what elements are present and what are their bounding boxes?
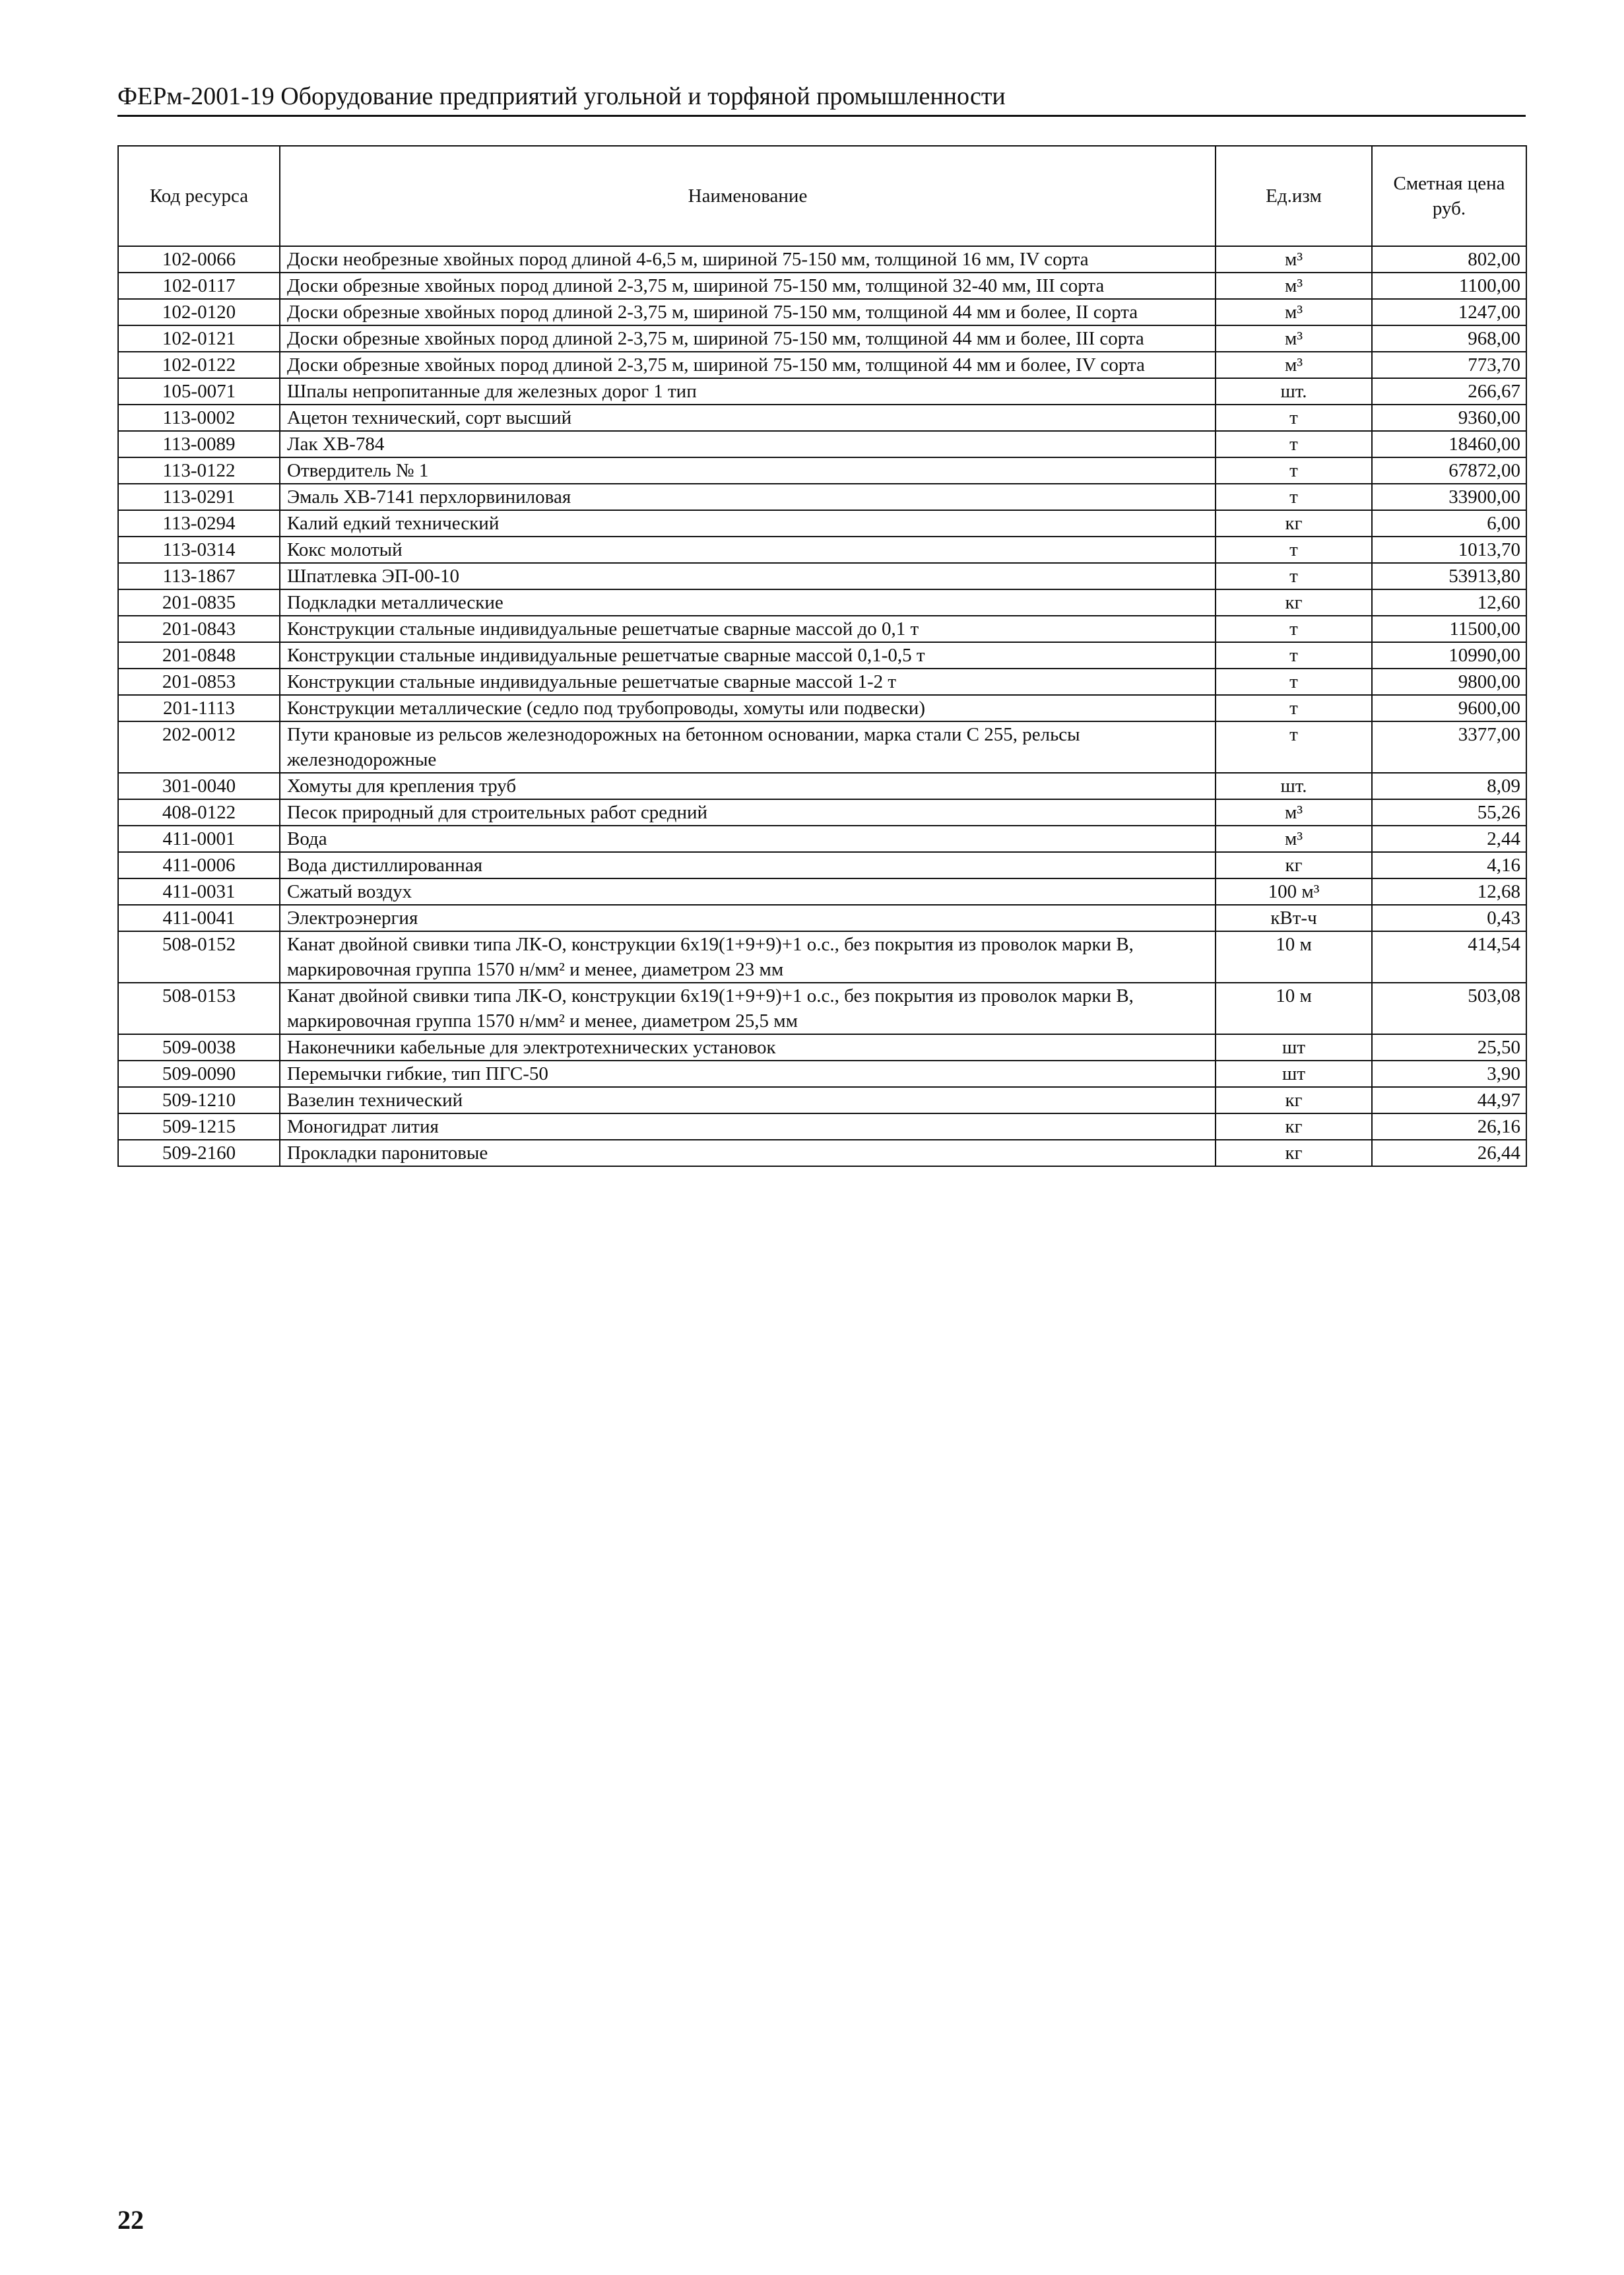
- resource-code-cell: 509-1210: [118, 1087, 280, 1113]
- unit-cell: шт: [1216, 1034, 1372, 1061]
- table-row: [118, 1034, 1526, 1061]
- unit-cell: т: [1216, 669, 1372, 695]
- column-header-unit: Ед.изм: [1216, 146, 1372, 246]
- price-cell: 414,54: [1372, 931, 1526, 983]
- price-cell: 773,70: [1372, 352, 1526, 378]
- unit-cell: т: [1216, 695, 1372, 721]
- unit-cell: м³: [1216, 826, 1372, 852]
- price-cell: 1247,00: [1372, 299, 1526, 325]
- resource-code-cell: 113-0314: [118, 537, 280, 563]
- price-cell: 968,00: [1372, 325, 1526, 352]
- resource-code-cell: 508-0152: [118, 931, 280, 983]
- table-row: [118, 616, 1526, 642]
- resource-name-cell: Отвердитель № 1: [280, 457, 1216, 484]
- resource-name-cell: Песок природный для строительных работ средний: [280, 799, 1216, 826]
- unit-cell: кг: [1216, 1113, 1372, 1140]
- resource-price-table: [117, 145, 1527, 1167]
- resource-code-cell: 102-0122: [118, 352, 280, 378]
- resource-code-cell: 113-0002: [118, 405, 280, 431]
- resource-name-cell: Канат двойной свивки типа ЛК-О, конструкции 6х19(1+9+9)+1 о.с., без покрытия из проволок марки В, маркировочная группа 1570 н/мм² и менее, диаметром 25,5 мм: [280, 983, 1216, 1034]
- price-cell: 9600,00: [1372, 695, 1526, 721]
- resource-table-container: [117, 145, 1526, 1167]
- unit-cell: т: [1216, 457, 1372, 484]
- price-cell: 3,90: [1372, 1061, 1526, 1087]
- price-cell: 503,08: [1372, 983, 1526, 1034]
- resource-code-cell: 509-0038: [118, 1034, 280, 1061]
- price-cell: 26,44: [1372, 1140, 1526, 1166]
- resource-name-cell: Доски обрезные хвойных пород длиной 2-3,75 м, шириной 75-150 мм, толщиной 44 мм и более, III сорта: [280, 325, 1216, 352]
- price-cell: 55,26: [1372, 799, 1526, 826]
- table-row: [118, 1061, 1526, 1087]
- resource-name-cell: Моногидрат лития: [280, 1113, 1216, 1140]
- table-row: [118, 852, 1526, 878]
- price-cell: 0,43: [1372, 905, 1526, 931]
- unit-cell: т: [1216, 721, 1372, 773]
- price-cell: 44,97: [1372, 1087, 1526, 1113]
- resource-code-cell: 102-0121: [118, 325, 280, 352]
- price-cell: 2,44: [1372, 826, 1526, 852]
- table-row: [118, 352, 1526, 378]
- resource-name-cell: Доски обрезные хвойных пород длиной 2-3,75 м, шириной 75-150 мм, толщиной 44 мм и более, II сорта: [280, 299, 1216, 325]
- table-header-row: [118, 146, 1526, 246]
- unit-cell: 100 м³: [1216, 878, 1372, 905]
- price-cell: 802,00: [1372, 246, 1526, 273]
- table-row: [118, 1140, 1526, 1166]
- resource-name-cell: Хомуты для крепления труб: [280, 773, 1216, 799]
- table-row: [118, 563, 1526, 589]
- price-cell: 12,60: [1372, 589, 1526, 616]
- unit-cell: т: [1216, 431, 1372, 457]
- resource-name-cell: Эмаль ХВ-7141 перхлорвиниловая: [280, 484, 1216, 510]
- table-row: [118, 484, 1526, 510]
- table-row: [118, 669, 1526, 695]
- price-cell: 33900,00: [1372, 484, 1526, 510]
- resource-name-cell: Вазелин технический: [280, 1087, 1216, 1113]
- price-cell: 18460,00: [1372, 431, 1526, 457]
- table-row: [118, 695, 1526, 721]
- resource-name-cell: Доски обрезные хвойных пород длиной 2-3,75 м, шириной 75-150 мм, толщиной 44 мм и более, IV сорта: [280, 352, 1216, 378]
- resource-code-cell: 411-0031: [118, 878, 280, 905]
- price-cell: 6,00: [1372, 510, 1526, 537]
- unit-cell: кВт-ч: [1216, 905, 1372, 931]
- unit-cell: м³: [1216, 246, 1372, 273]
- table-row: [118, 431, 1526, 457]
- resource-code-cell: 201-1113: [118, 695, 280, 721]
- table-row: [118, 457, 1526, 484]
- table-row: [118, 799, 1526, 826]
- table-row: [118, 246, 1526, 273]
- resource-name-cell: Вода дистиллированная: [280, 852, 1216, 878]
- unit-cell: кг: [1216, 510, 1372, 537]
- resource-name-cell: Шпатлевка ЭП-00-10: [280, 563, 1216, 589]
- table-row: [118, 589, 1526, 616]
- resource-code-cell: 411-0001: [118, 826, 280, 852]
- price-cell: 9360,00: [1372, 405, 1526, 431]
- resource-name-cell: Канат двойной свивки типа ЛК-О, конструкции 6х19(1+9+9)+1 о.с., без покрытия из проволок марки В, маркировочная группа 1570 н/мм² и менее, диаметром 23 мм: [280, 931, 1216, 983]
- table-row: [118, 325, 1526, 352]
- table-row: [118, 510, 1526, 537]
- table-row: [118, 905, 1526, 931]
- resource-name-cell: Доски обрезные хвойных пород длиной 2-3,75 м, шириной 75-150 мм, толщиной 32-40 мм, III сорта: [280, 273, 1216, 299]
- price-cell: 25,50: [1372, 1034, 1526, 1061]
- unit-cell: т: [1216, 642, 1372, 669]
- price-cell: 53913,80: [1372, 563, 1526, 589]
- unit-cell: т: [1216, 537, 1372, 563]
- resource-code-cell: 201-0853: [118, 669, 280, 695]
- resource-name-cell: Конструкции металлические (седло под трубопроводы, хомуты или подвески): [280, 695, 1216, 721]
- unit-cell: шт.: [1216, 378, 1372, 405]
- unit-cell: м³: [1216, 299, 1372, 325]
- resource-name-cell: Прокладки паронитовые: [280, 1140, 1216, 1166]
- resource-name-cell: Кокс молотый: [280, 537, 1216, 563]
- resource-code-cell: 201-0848: [118, 642, 280, 669]
- table-row: [118, 721, 1526, 773]
- resource-name-cell: Вода: [280, 826, 1216, 852]
- resource-code-cell: 113-0089: [118, 431, 280, 457]
- price-cell: 26,16: [1372, 1113, 1526, 1140]
- resource-name-cell: Ацетон технический, сорт высший: [280, 405, 1216, 431]
- unit-cell: кг: [1216, 852, 1372, 878]
- resource-name-cell: Перемычки гибкие, тип ПГС-50: [280, 1061, 1216, 1087]
- table-row: [118, 299, 1526, 325]
- page-title: ФЕРм-2001-19 Оборудование предприятий угольной и торфяной промышленности: [117, 81, 1526, 117]
- resource-name-cell: Доски необрезные хвойных пород длиной 4-6,5 м, шириной 75-150 мм, толщиной 16 мм, IV сорта: [280, 246, 1216, 273]
- table-row: [118, 878, 1526, 905]
- resource-name-cell: Пути крановые из рельсов железнодорожных на бетонном основании, марка стали С 255, рельсы железнодорожные: [280, 721, 1216, 773]
- resource-code-cell: 411-0041: [118, 905, 280, 931]
- table-row: [118, 642, 1526, 669]
- resource-code-cell: 411-0006: [118, 852, 280, 878]
- table-row: [118, 826, 1526, 852]
- resource-code-cell: 508-0153: [118, 983, 280, 1034]
- table-row: [118, 537, 1526, 563]
- table-row: [118, 273, 1526, 299]
- resource-name-cell: Конструкции стальные индивидуальные решетчатые сварные массой 0,1-0,5 т: [280, 642, 1216, 669]
- table-row: [118, 1113, 1526, 1140]
- price-cell: 1013,70: [1372, 537, 1526, 563]
- resource-name-cell: Электроэнергия: [280, 905, 1216, 931]
- resource-name-cell: Наконечники кабельные для электротехнических установок: [280, 1034, 1216, 1061]
- price-cell: 12,68: [1372, 878, 1526, 905]
- resource-code-cell: 105-0071: [118, 378, 280, 405]
- table-row: [118, 378, 1526, 405]
- price-cell: 3377,00: [1372, 721, 1526, 773]
- resource-name-cell: Сжатый воздух: [280, 878, 1216, 905]
- resource-code-cell: 301-0040: [118, 773, 280, 799]
- price-cell: 10990,00: [1372, 642, 1526, 669]
- resource-code-cell: 102-0066: [118, 246, 280, 273]
- unit-cell: кг: [1216, 1087, 1372, 1113]
- table-row: [118, 931, 1526, 983]
- price-cell: 9800,00: [1372, 669, 1526, 695]
- resource-code-cell: 509-2160: [118, 1140, 280, 1166]
- resource-code-cell: 113-0294: [118, 510, 280, 537]
- resource-code-cell: 102-0117: [118, 273, 280, 299]
- unit-cell: м³: [1216, 352, 1372, 378]
- unit-cell: м³: [1216, 325, 1372, 352]
- unit-cell: т: [1216, 405, 1372, 431]
- resource-code-cell: 408-0122: [118, 799, 280, 826]
- resource-code-cell: 202-0012: [118, 721, 280, 773]
- unit-cell: м³: [1216, 799, 1372, 826]
- price-cell: 8,09: [1372, 773, 1526, 799]
- resource-code-cell: 509-1215: [118, 1113, 280, 1140]
- unit-cell: т: [1216, 484, 1372, 510]
- resource-code-cell: 113-0291: [118, 484, 280, 510]
- unit-cell: шт: [1216, 1061, 1372, 1087]
- price-cell: 1100,00: [1372, 273, 1526, 299]
- resource-name-cell: Конструкции стальные индивидуальные решетчатые сварные массой 1-2 т: [280, 669, 1216, 695]
- unit-cell: 10 м: [1216, 983, 1372, 1034]
- resource-name-cell: Шпалы непропитанные для железных дорог 1 тип: [280, 378, 1216, 405]
- page-number: 22: [117, 2205, 144, 2235]
- resource-code-cell: 509-0090: [118, 1061, 280, 1087]
- price-cell: 67872,00: [1372, 457, 1526, 484]
- column-header-name: Наименование: [280, 146, 1216, 246]
- unit-cell: кг: [1216, 589, 1372, 616]
- resource-code-cell: 201-0843: [118, 616, 280, 642]
- table-row: [118, 405, 1526, 431]
- resource-name-cell: Лак ХВ-784: [280, 431, 1216, 457]
- column-header-code: Код ресурса: [118, 146, 280, 246]
- column-header-price: Сметная цена руб.: [1372, 146, 1526, 246]
- unit-cell: м³: [1216, 273, 1372, 299]
- unit-cell: т: [1216, 563, 1372, 589]
- table-body: [118, 246, 1526, 1166]
- table-row: [118, 1087, 1526, 1113]
- table-row: [118, 773, 1526, 799]
- resource-code-cell: 113-0122: [118, 457, 280, 484]
- unit-cell: 10 м: [1216, 931, 1372, 983]
- price-cell: 4,16: [1372, 852, 1526, 878]
- unit-cell: т: [1216, 616, 1372, 642]
- price-cell: 266,67: [1372, 378, 1526, 405]
- price-cell: 11500,00: [1372, 616, 1526, 642]
- unit-cell: кг: [1216, 1140, 1372, 1166]
- resource-code-cell: 201-0835: [118, 589, 280, 616]
- unit-cell: шт.: [1216, 773, 1372, 799]
- resource-code-cell: 102-0120: [118, 299, 280, 325]
- resource-name-cell: Калий едкий технический: [280, 510, 1216, 537]
- resource-name-cell: Подкладки металлические: [280, 589, 1216, 616]
- resource-name-cell: Конструкции стальные индивидуальные решетчатые сварные массой до 0,1 т: [280, 616, 1216, 642]
- table-row: [118, 983, 1526, 1034]
- resource-code-cell: 113-1867: [118, 563, 280, 589]
